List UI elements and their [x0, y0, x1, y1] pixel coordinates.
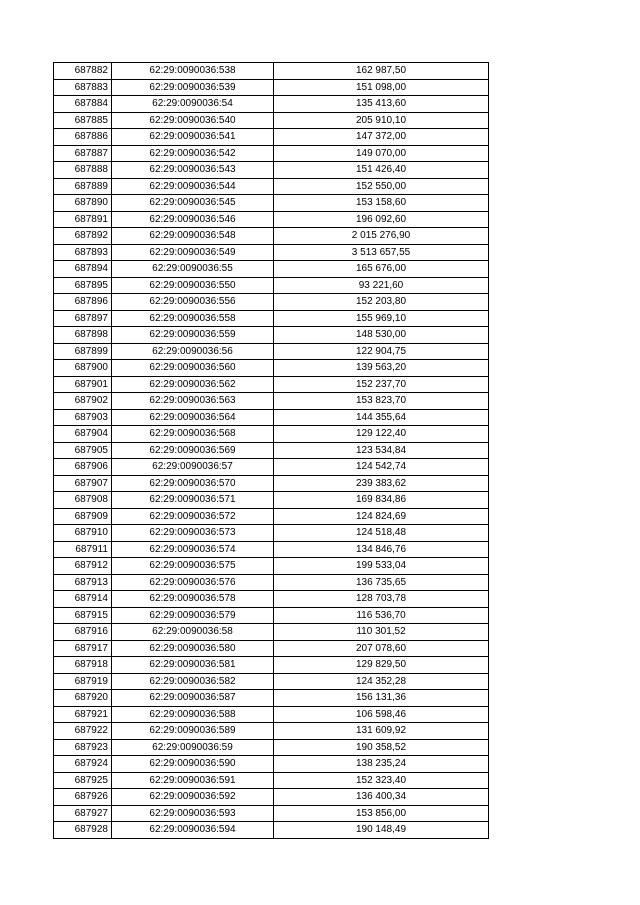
row-number-cell: 687912	[54, 558, 112, 575]
cadastral-number-cell: 62:29:0090036:591	[112, 772, 274, 789]
table-row	[54, 310, 489, 327]
row-number-cell: 687901	[54, 376, 112, 393]
row-number-cell: 687928	[54, 822, 112, 839]
row-number-cell: 687925	[54, 772, 112, 789]
row-number-cell: 687888	[54, 162, 112, 179]
cadastral-value-cell: 2 015 276,90	[274, 228, 489, 245]
cadastral-value-cell: 131 609,92	[274, 723, 489, 740]
table-row	[54, 772, 489, 789]
table-row	[54, 393, 489, 410]
table-row	[54, 112, 489, 129]
cadastral-value-cell: 136 735,65	[274, 574, 489, 591]
cadastral-number-cell: 62:29:0090036:546	[112, 211, 274, 228]
cadastral-number-cell: 62:29:0090036:593	[112, 805, 274, 822]
table-row	[54, 228, 489, 245]
cadastral-number-cell: 62:29:0090036:578	[112, 591, 274, 608]
table-row	[54, 426, 489, 443]
cadastral-value-cell: 153 856,00	[274, 805, 489, 822]
cadastral-value-cell: 123 534,84	[274, 442, 489, 459]
cadastral-number-cell: 62:29:0090036:59	[112, 739, 274, 756]
row-number-cell: 687905	[54, 442, 112, 459]
cadastral-value-cell: 153 823,70	[274, 393, 489, 410]
table-row	[54, 79, 489, 96]
cadastral-number-cell: 62:29:0090036:588	[112, 706, 274, 723]
row-number-cell: 687895	[54, 277, 112, 294]
cadastral-number-cell: 62:29:0090036:589	[112, 723, 274, 740]
row-number-cell: 687896	[54, 294, 112, 311]
cadastral-value-cell: 3 513 657,55	[274, 244, 489, 261]
table-row	[54, 475, 489, 492]
table-row	[54, 327, 489, 344]
table-row	[54, 706, 489, 723]
cadastral-value-cell: 124 824,69	[274, 508, 489, 525]
table-row	[54, 525, 489, 542]
table-row	[54, 96, 489, 113]
cadastral-number-cell: 62:29:0090036:58	[112, 624, 274, 641]
cadastral-number-cell: 62:29:0090036:574	[112, 541, 274, 558]
cadastral-value-cell: 93 221,60	[274, 277, 489, 294]
row-number-cell: 687884	[54, 96, 112, 113]
row-number-cell: 687918	[54, 657, 112, 674]
cadastral-number-cell: 62:29:0090036:559	[112, 327, 274, 344]
cadastral-value-cell: 124 352,28	[274, 673, 489, 690]
cadastral-number-cell: 62:29:0090036:594	[112, 822, 274, 839]
row-number-cell: 687922	[54, 723, 112, 740]
table-row	[54, 492, 489, 509]
cadastral-number-cell: 62:29:0090036:544	[112, 178, 274, 195]
cadastral-number-cell: 62:29:0090036:558	[112, 310, 274, 327]
row-number-cell: 687899	[54, 343, 112, 360]
table-row	[54, 261, 489, 278]
table-row	[54, 574, 489, 591]
cadastral-value-cell: 205 910,10	[274, 112, 489, 129]
cadastral-number-cell: 62:29:0090036:570	[112, 475, 274, 492]
cadastral-value-cell: 128 703,78	[274, 591, 489, 608]
row-number-cell: 687898	[54, 327, 112, 344]
row-number-cell: 687909	[54, 508, 112, 525]
row-number-cell: 687926	[54, 789, 112, 806]
table-row	[54, 789, 489, 806]
cadastral-number-cell: 62:29:0090036:590	[112, 756, 274, 773]
row-number-cell: 687891	[54, 211, 112, 228]
cadastral-number-cell: 62:29:0090036:569	[112, 442, 274, 459]
cadastral-value-cell: 199 533,04	[274, 558, 489, 575]
cadastral-value-cell: 149 070,00	[274, 145, 489, 162]
row-number-cell: 687885	[54, 112, 112, 129]
cadastral-value-cell: 122 904,75	[274, 343, 489, 360]
cadastral-number-cell: 62:29:0090036:54	[112, 96, 274, 113]
row-number-cell: 687913	[54, 574, 112, 591]
cadastral-value-cell: 129 829,50	[274, 657, 489, 674]
row-number-cell: 687916	[54, 624, 112, 641]
cadastral-value-cell: 139 563,20	[274, 360, 489, 377]
cadastral-number-cell: 62:29:0090036:541	[112, 129, 274, 146]
cadastral-value-cell: 153 158,60	[274, 195, 489, 212]
cadastral-value-cell: 155 969,10	[274, 310, 489, 327]
table-row	[54, 690, 489, 707]
cadastral-value-cell: 162 987,50	[274, 63, 489, 80]
cadastral-value-cell: 144 355,64	[274, 409, 489, 426]
row-number-cell: 687915	[54, 607, 112, 624]
cadastral-value-cell: 152 237,70	[274, 376, 489, 393]
table-row	[54, 591, 489, 608]
row-number-cell: 687919	[54, 673, 112, 690]
cadastral-value-cell: 207 078,60	[274, 640, 489, 657]
row-number-cell: 687923	[54, 739, 112, 756]
cadastral-value-table	[53, 62, 489, 839]
row-number-cell: 687917	[54, 640, 112, 657]
cadastral-value-cell: 124 542,74	[274, 459, 489, 476]
table-row	[54, 442, 489, 459]
cadastral-value-cell: 110 301,52	[274, 624, 489, 641]
row-number-cell: 687910	[54, 525, 112, 542]
cadastral-value-cell: 152 550,00	[274, 178, 489, 195]
cadastral-number-cell: 62:29:0090036:592	[112, 789, 274, 806]
cadastral-number-cell: 62:29:0090036:571	[112, 492, 274, 509]
cadastral-value-cell: 147 372,00	[274, 129, 489, 146]
table-row	[54, 607, 489, 624]
cadastral-value-cell: 116 536,70	[274, 607, 489, 624]
table-row	[54, 459, 489, 476]
cadastral-number-cell: 62:29:0090036:548	[112, 228, 274, 245]
row-number-cell: 687900	[54, 360, 112, 377]
cadastral-value-cell: 135 413,60	[274, 96, 489, 113]
cadastral-value-cell: 156 131,36	[274, 690, 489, 707]
table-row	[54, 739, 489, 756]
cadastral-number-cell: 62:29:0090036:581	[112, 657, 274, 674]
cadastral-number-cell: 62:29:0090036:556	[112, 294, 274, 311]
table-row	[54, 129, 489, 146]
table-row	[54, 162, 489, 179]
table-row	[54, 360, 489, 377]
row-number-cell: 687890	[54, 195, 112, 212]
cadastral-number-cell: 62:29:0090036:57	[112, 459, 274, 476]
cadastral-number-cell: 62:29:0090036:576	[112, 574, 274, 591]
row-number-cell: 687892	[54, 228, 112, 245]
row-number-cell: 687882	[54, 63, 112, 80]
table-row	[54, 657, 489, 674]
cadastral-number-cell: 62:29:0090036:568	[112, 426, 274, 443]
row-number-cell: 687924	[54, 756, 112, 773]
row-number-cell: 687921	[54, 706, 112, 723]
row-number-cell: 687908	[54, 492, 112, 509]
row-number-cell: 687911	[54, 541, 112, 558]
row-number-cell: 687904	[54, 426, 112, 443]
cadastral-value-cell: 138 235,24	[274, 756, 489, 773]
table-row	[54, 558, 489, 575]
cadastral-value-cell: 151 098,00	[274, 79, 489, 96]
cadastral-number-cell: 62:29:0090036:542	[112, 145, 274, 162]
cadastral-value-cell: 190 148,49	[274, 822, 489, 839]
document-page	[53, 62, 489, 839]
cadastral-number-cell: 62:29:0090036:579	[112, 607, 274, 624]
table-row	[54, 822, 489, 839]
cadastral-value-cell: 136 400,34	[274, 789, 489, 806]
table-row	[54, 294, 489, 311]
table-row	[54, 805, 489, 822]
table-row	[54, 244, 489, 261]
cadastral-number-cell: 62:29:0090036:550	[112, 277, 274, 294]
cadastral-number-cell: 62:29:0090036:560	[112, 360, 274, 377]
cadastral-number-cell: 62:29:0090036:572	[112, 508, 274, 525]
table-row	[54, 640, 489, 657]
cadastral-number-cell: 62:29:0090036:543	[112, 162, 274, 179]
cadastral-number-cell: 62:29:0090036:539	[112, 79, 274, 96]
cadastral-value-cell: 165 676,00	[274, 261, 489, 278]
cadastral-value-cell: 169 834,86	[274, 492, 489, 509]
row-number-cell: 687894	[54, 261, 112, 278]
table-row	[54, 624, 489, 641]
cadastral-number-cell: 62:29:0090036:540	[112, 112, 274, 129]
table-body	[54, 63, 489, 839]
row-number-cell: 687887	[54, 145, 112, 162]
table-row	[54, 756, 489, 773]
row-number-cell: 687914	[54, 591, 112, 608]
cadastral-value-cell: 152 323,40	[274, 772, 489, 789]
cadastral-value-cell: 151 426,40	[274, 162, 489, 179]
cadastral-value-cell: 106 598,46	[274, 706, 489, 723]
cadastral-value-cell: 239 383,62	[274, 475, 489, 492]
cadastral-value-cell: 129 122,40	[274, 426, 489, 443]
cadastral-number-cell: 62:29:0090036:587	[112, 690, 274, 707]
table-row	[54, 508, 489, 525]
cadastral-value-cell: 152 203,80	[274, 294, 489, 311]
cadastral-number-cell: 62:29:0090036:55	[112, 261, 274, 278]
cadastral-number-cell: 62:29:0090036:549	[112, 244, 274, 261]
table-row	[54, 178, 489, 195]
row-number-cell: 687889	[54, 178, 112, 195]
cadastral-number-cell: 62:29:0090036:582	[112, 673, 274, 690]
cadastral-value-cell: 196 092,60	[274, 211, 489, 228]
cadastral-number-cell: 62:29:0090036:563	[112, 393, 274, 410]
cadastral-number-cell: 62:29:0090036:573	[112, 525, 274, 542]
table-row	[54, 63, 489, 80]
cadastral-number-cell: 62:29:0090036:56	[112, 343, 274, 360]
row-number-cell: 687907	[54, 475, 112, 492]
table-row	[54, 541, 489, 558]
table-row	[54, 277, 489, 294]
cadastral-value-cell: 134 846,76	[274, 541, 489, 558]
table-row	[54, 376, 489, 393]
table-row	[54, 723, 489, 740]
row-number-cell: 687886	[54, 129, 112, 146]
cadastral-number-cell: 62:29:0090036:575	[112, 558, 274, 575]
cadastral-number-cell: 62:29:0090036:562	[112, 376, 274, 393]
row-number-cell: 687893	[54, 244, 112, 261]
table-row	[54, 343, 489, 360]
table-row	[54, 211, 489, 228]
table-row	[54, 145, 489, 162]
table-row	[54, 409, 489, 426]
row-number-cell: 687903	[54, 409, 112, 426]
row-number-cell: 687883	[54, 79, 112, 96]
cadastral-value-cell: 190 358,52	[274, 739, 489, 756]
cadastral-value-cell: 148 530,00	[274, 327, 489, 344]
row-number-cell: 687897	[54, 310, 112, 327]
cadastral-number-cell: 62:29:0090036:580	[112, 640, 274, 657]
row-number-cell: 687902	[54, 393, 112, 410]
row-number-cell: 687906	[54, 459, 112, 476]
cadastral-number-cell: 62:29:0090036:564	[112, 409, 274, 426]
table-row	[54, 673, 489, 690]
cadastral-value-cell: 124 518,48	[274, 525, 489, 542]
cadastral-number-cell: 62:29:0090036:538	[112, 63, 274, 80]
row-number-cell: 687927	[54, 805, 112, 822]
row-number-cell: 687920	[54, 690, 112, 707]
table-row	[54, 195, 489, 212]
cadastral-number-cell: 62:29:0090036:545	[112, 195, 274, 212]
